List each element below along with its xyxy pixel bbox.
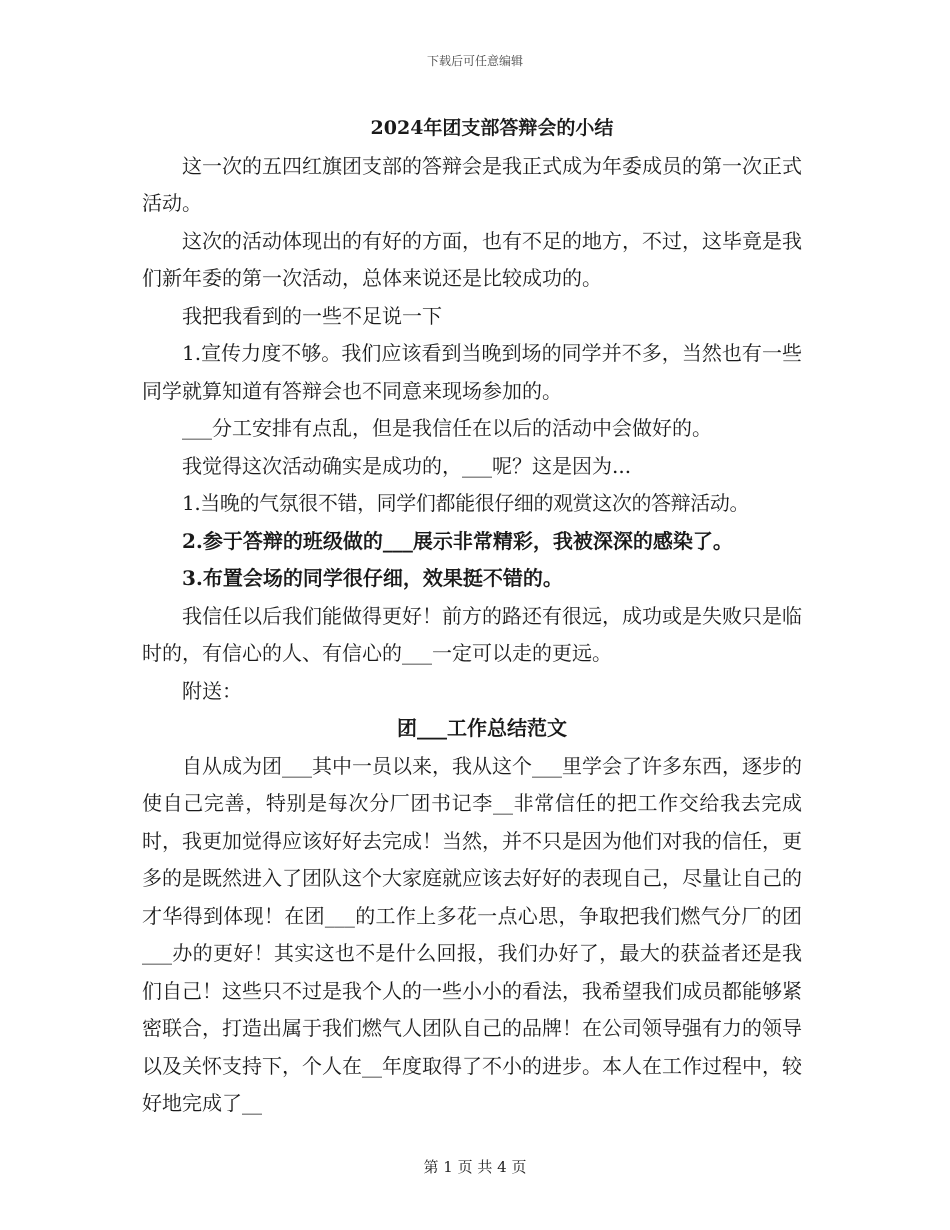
document-body: [142, 110, 802, 1123]
paragraph-shortcomings-heading: 我把我看到的一些不足说一下: [182, 303, 442, 328]
paragraph-success-1: 1.当晚的气氛很不错，同学们都能很仔细的观赏这次的答辩活动。: [182, 491, 750, 515]
paragraph-appendix-label: 附送：: [182, 678, 242, 703]
paragraph-shortcoming-1: 1.宣传力度不够。我们应该看到当晚到场的同学并不多，当然也有一些同学就算知道有答辩会也不同意来现场参加的。: [142, 341, 802, 403]
page-footer: 第 1 页 共 4 页: [423, 1158, 527, 1176]
paragraph-summary: 这次的活动体现出的有好的方面，也有不足的地方，不过，这毕竟是我们新年委的第一次活动，总体来说还是比较成功的。: [142, 228, 802, 290]
appendix-title: 团___工作总结范文: [397, 716, 567, 740]
paragraph-outlook: 我信任以后我们能做得更好！前方的路还有很远，成功或是失败只是临时的，有信心的人、有信心的___一定可以走的更远。: [142, 603, 802, 665]
page-header: 下载后可任意编辑: [426, 54, 523, 68]
paragraph-success-3: 3.布置会场的同学很仔细，效果挺不错的。: [182, 566, 563, 590]
document-title: 2024年团支部答辩会的小结: [370, 117, 614, 139]
paragraph-appendix-body: 自从成为团___其中一员以来，我从这个___里学会了许多东西，逐步的使自己完善，特别是每次分厂团书记李__非常信任的把工作交给我去完成时，我更加觉得应该好好去完成！当然，并不只是因为他们对我的信任，更多的是既然进入了团队这个大家庭就应该去好好的表现自己，尽量让自己的才华得到体现！在团___的工作上多花一点心思，争取把我们燃气分厂的团___办的更好！其实这也不是什么回报，我们办好了，最大的获益者还是我们自己！这些只不过是我个人的一些小小的看法，我希望我们成员都能够紧密联合，打造出属于我们燃气人团队自己的品牌！在公司领导强有力的领导以及关怀支持下，个人在__年度取得了不小的进步。本人在工作过程中，较好地完成了__: [142, 753, 802, 1115]
paragraph-success-heading: 我觉得这次活动确实是成功的，___呢？这是因为...: [182, 453, 632, 478]
paragraph-shortcoming-2: ___分工安排有点乱，但是我信任在以后的活动中会做好的。: [182, 416, 712, 440]
paragraph-success-2: 2.参于答辩的班级做的___展示非常精彩，我被深深的感染了。: [182, 528, 733, 553]
paragraph-intro: 这一次的五四红旗团支部的答辩会是我正式成为年委成员的第一次正式活动。: [142, 153, 802, 215]
